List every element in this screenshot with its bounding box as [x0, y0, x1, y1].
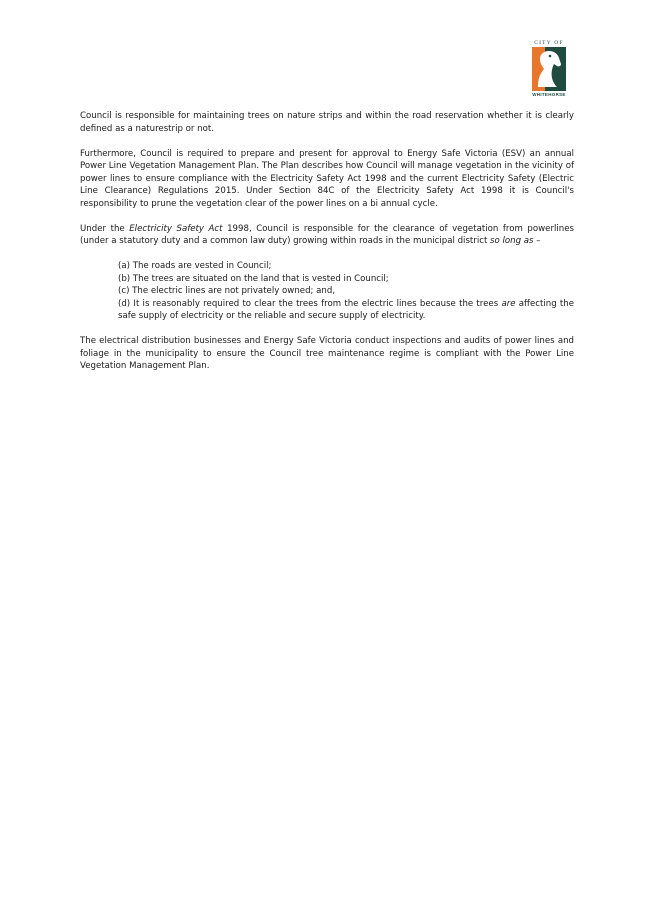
p3-text-b: 1998, Council is responsible for the clearance of vegetation from powerlines (under a statutory duty and a common law duty) growing within roads in the municipal district: [80, 223, 574, 246]
paragraph-electricity-act: [80, 223, 574, 248]
paragraph-vegetation-plan: Furthermore, Council is required to prepare and present for approval to Energy Safe Victoria (ESV) an annual Power Line Vegetation Management Plan. The Plan describes how Council will manage vegetation in the vicinity of power lines to ensure compliance with the Electricity Safety Act 1998 and the current Electricity Safety (Electric Line Clearance) Regulations 2015. Under Section 84C of the Electricity Safety Act 1998 it is Council's responsibility to prune the vegetation clear of the power lines on a bi annual cycle.: [80, 148, 574, 209]
p3-text-c: –: [533, 236, 541, 246]
logo-bottom-text: WHITEHORSE: [532, 92, 566, 97]
p3-text-a: Under the: [80, 223, 130, 234]
city-logo: [529, 40, 569, 100]
horse-head-logo-icon: [532, 47, 566, 91]
logo-top-text: CITY OF: [534, 40, 564, 46]
act-title: Electricity Safety Act: [129, 223, 223, 234]
so-long-as: so long as: [490, 236, 534, 246]
condition-d-text-b: affecting the safe supply of electricity or the reliable and secure supply of electricity.: [118, 298, 574, 321]
logo-horse-eye: [549, 55, 552, 58]
document-body: [80, 110, 574, 385]
condition-a: (a) The roads are vested in Council;: [118, 261, 272, 271]
conditions-list: [80, 260, 574, 323]
paragraph-inspections: The electrical distribution businesses and Energy Safe Victoria conduct inspections and audits of power lines and foliage in the municipality to ensure the Council tree maintenance regime is compliant with the Power Line Vegetation Management Plan.: [80, 336, 574, 371]
paragraph-nature-strips: Council is responsible for maintaining trees on nature strips and within the road reservation whether it is clearly defined as a naturestrip or not.: [80, 111, 574, 134]
condition-b: (b) The trees are situated on the land that is vested in Council;: [118, 273, 389, 284]
condition-d-are: are: [501, 298, 516, 309]
condition-d-text-a: (d) It is reasonably required to clear the trees from the electric lines because the trees: [118, 298, 502, 309]
condition-c: (c) The electric lines are not privately owned; and,: [118, 286, 336, 296]
condition-d: [118, 298, 574, 323]
